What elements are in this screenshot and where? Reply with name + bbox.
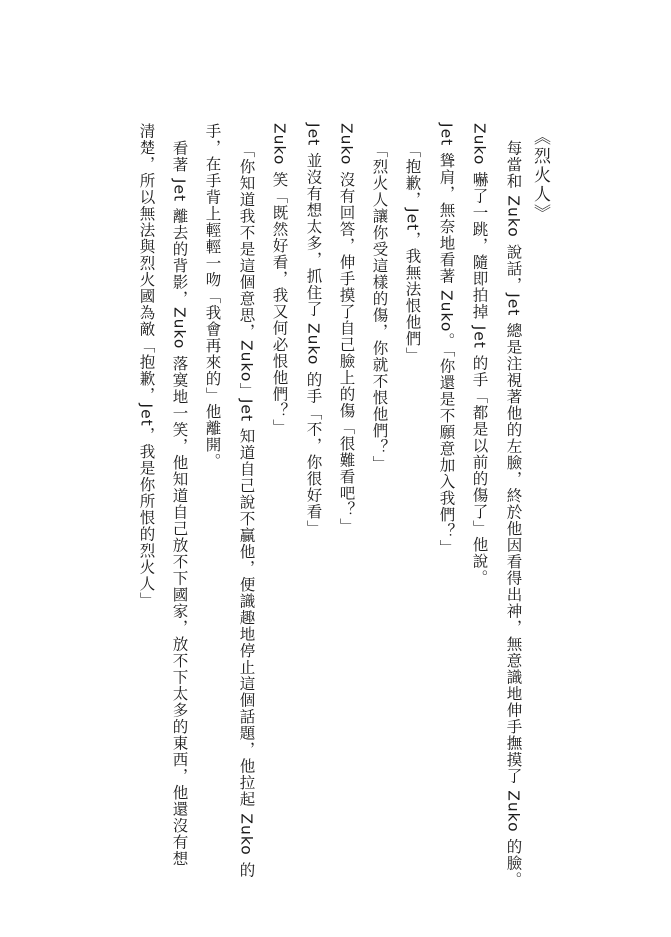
- text-line: 每當和 Zuko 說話，Jet 總是注視著他的左臉，終於他因看得出神，無意識地伸手撫摸了 Zuko 的臉。: [504, 140, 523, 889]
- text-line: 手，在手背上輕輕一吻「我會再來的」他離開。: [203, 123, 222, 470]
- text-line: Jet 聳肩，無奈地看著 Zuko。「你還是不願意加入我們？」: [437, 123, 456, 556]
- text-line: Zuko 嚇了一跳，隨即拍掉 Jet 的手「都是以前的傷了」他說。: [470, 123, 489, 586]
- text-line: 清楚，所以無法與烈火國為敵「抱歉，Jet，我是你所恨的烈火人」: [137, 123, 156, 609]
- story-title: 《烈火人》: [530, 128, 550, 223]
- text-line: Zuko 笑「既然好看，我又何必恨他們？」: [270, 123, 289, 436]
- text-line: 「烈火人讓你受這樣的傷，你就不恨他們？」: [370, 142, 389, 472]
- text-line: 看著 Jet 離去的背影，Zuko 落寞地一笑，他知道自己放不下國家，放不下太多的東西，他還沒有想: [170, 140, 189, 867]
- text-line: 「抱歉，Jet，我無法恨他們」: [403, 142, 422, 364]
- text-line: Jet 並沒有想太多，抓住了 Zuko 的手「不，你很好看」: [304, 123, 323, 537]
- text-line: 「你知道我不是這個意思，Zuko」Jet 知道自己說不贏他，便識趣地停止這個話題，他拉起 Zuko 的: [237, 142, 256, 879]
- text-line: Zuko 沒有回答，伸手摸了自己臉上的傷「很難看吧？」: [337, 123, 356, 535]
